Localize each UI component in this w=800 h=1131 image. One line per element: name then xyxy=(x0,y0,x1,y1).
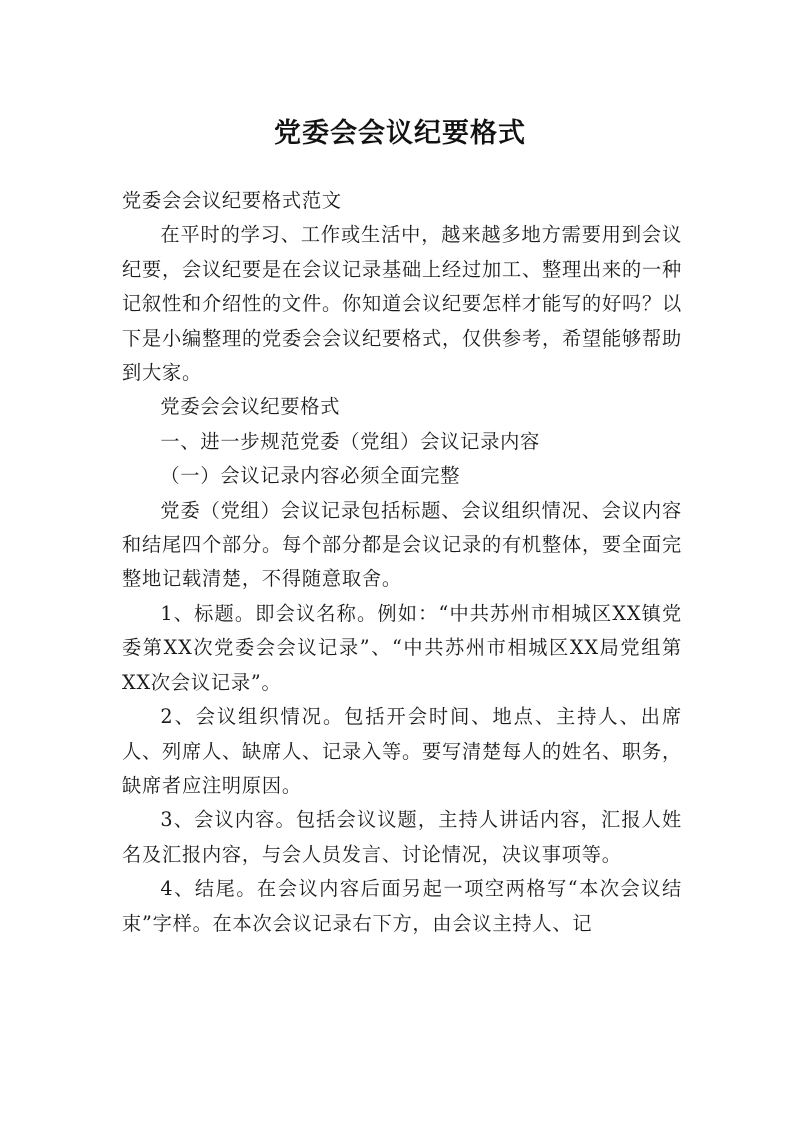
paragraph-item-3: 3、会议内容。包括会议议题，主持人讲话内容，汇报人姓名及汇报内容，与会人员发言、讨论情况，决议事项等。 xyxy=(122,808,682,866)
paragraph-overview: 党委（党组）会议记录包括标题、会议组织情况、会议内容和结尾四个部分。每个部分都是会议记录的有机整体，要全面完整地记载清楚，不得随意取舍。 xyxy=(122,498,682,591)
section-heading: 党委会会议纪要格式 xyxy=(160,395,341,419)
doc-subtitle: 党委会会议纪要格式范文 xyxy=(122,189,342,212)
part-heading-1: 一、进一步规范党委（党组）会议记录内容 xyxy=(160,429,541,453)
document-body xyxy=(122,184,682,941)
intro-paragraph: 在平时的学习、工作或生活中，越来越多地方需要用到会议纪要，会议纪要是在会议记录基础上经过加工、整理出来的一种记叙性和介绍性的文件。你知道会议纪要怎样才能写的好吗？以下是小编整理的党委会会议纪要格式，仅供参考，希望能够帮助到大家。 xyxy=(122,223,682,385)
paragraph-item-2: 2、会议组织情况。包括开会时间、地点、主持人、出席人、列席人、缺席人、记录入等。要写清楚每人的姓名、职务，缺席者应注明原因。 xyxy=(122,705,682,797)
subpart-heading-1: （一）会议记录内容必须全面完整 xyxy=(160,464,461,488)
paragraph-item-4: 4、结尾。在会议内容后面另起一项空两格写“本次会议结束”字样。在本次会议记录右下方，由会议主持人、记 xyxy=(122,877,682,935)
paragraph-item-1: 1、标题。即会议名称。例如：“中共苏州市相城区XX镇党委第XX次党委会会议记录”、“中共苏州市相城区XX局党组第XX次会议记录”。 xyxy=(122,601,682,694)
document-title: 党委会会议纪要格式 xyxy=(274,118,526,150)
